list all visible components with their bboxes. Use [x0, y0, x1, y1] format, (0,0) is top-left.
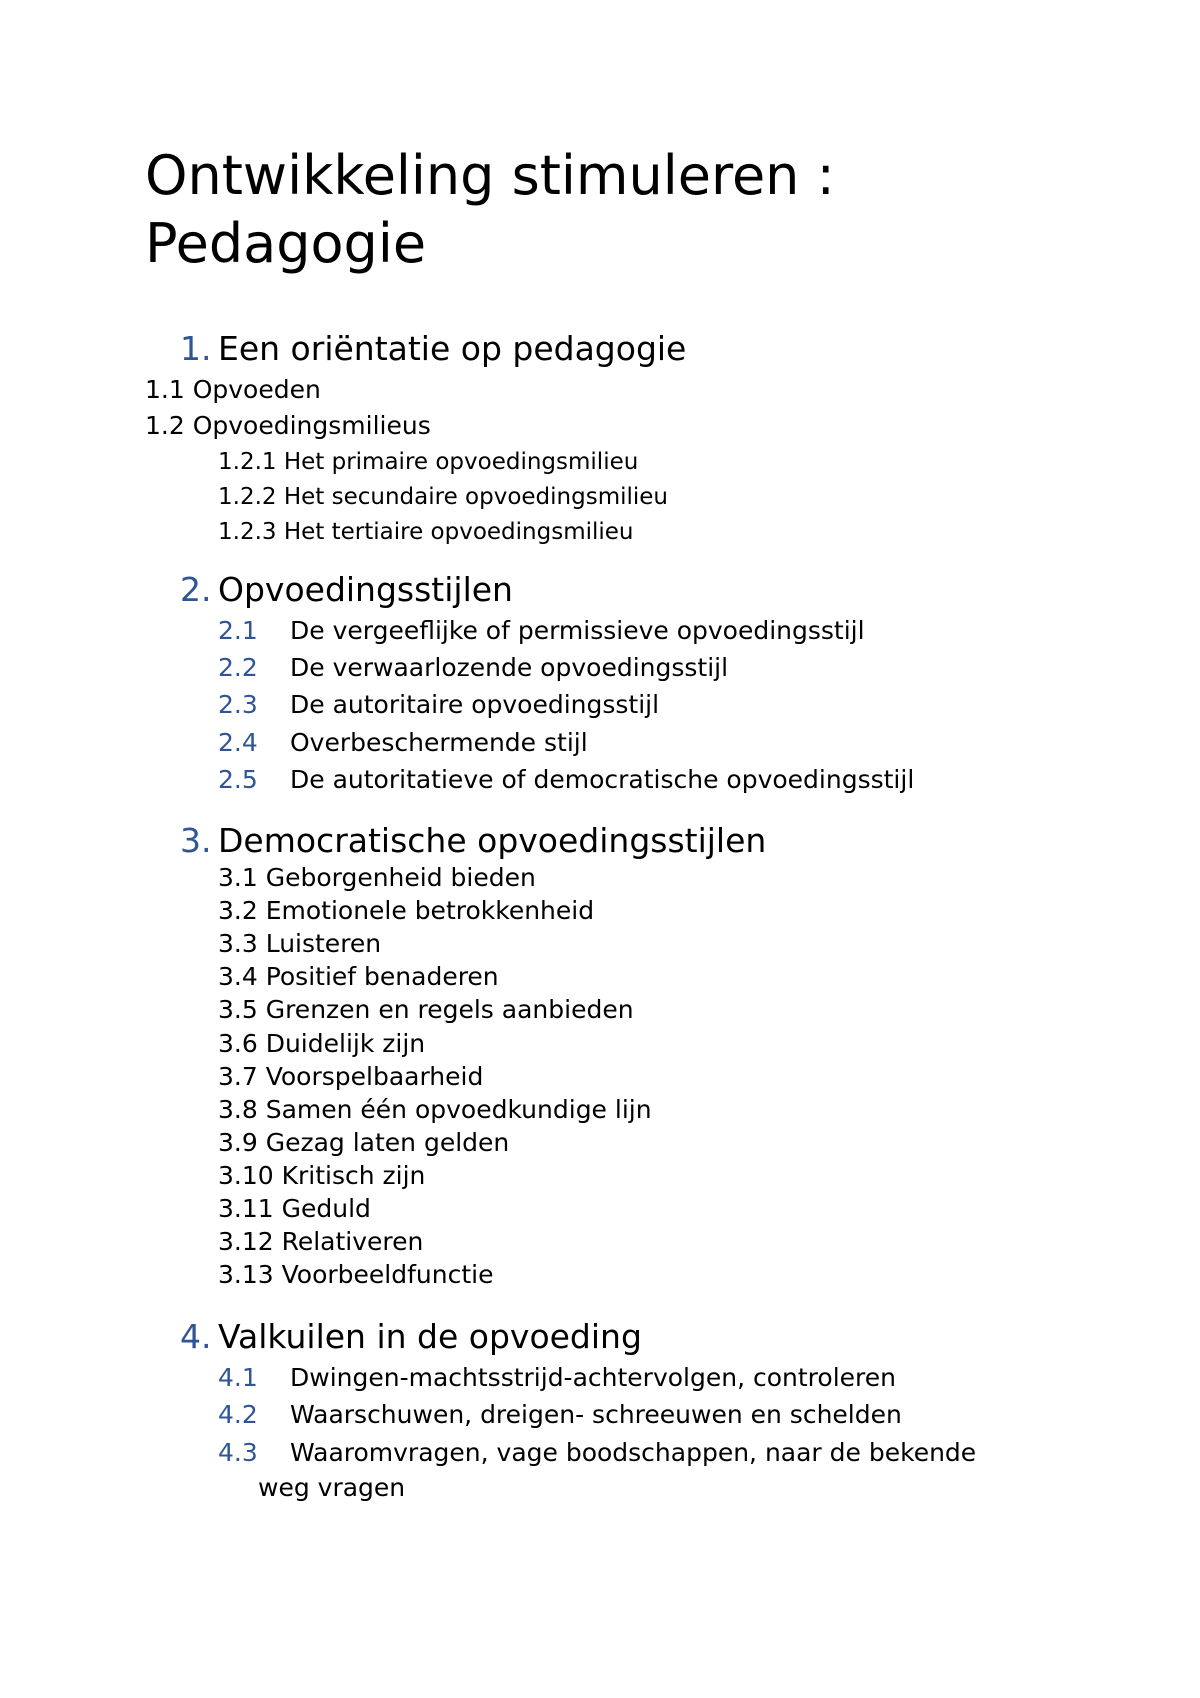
section-4-3 — [218, 1437, 976, 1469]
section-2-5 — [218, 764, 914, 796]
section-2-3 — [218, 689, 659, 721]
chapter-number: 1. — [180, 329, 212, 368]
section-title: Dwingen-machtsstrijd-achtervolgen, controleren — [290, 1363, 896, 1392]
section-number: 4.3 — [218, 1438, 258, 1467]
section-4-3-continuation: weg vragen — [258, 1473, 406, 1502]
section-3-7: 3.7 Voorspelbaarheid — [218, 1062, 484, 1091]
section-1-1: 1.1 Opvoeden — [145, 375, 321, 404]
chapter-number: 4. — [180, 1317, 212, 1356]
chapter-title: Opvoedingsstijlen — [218, 570, 513, 609]
subsection-1-2-1: 1.2.1 Het primaire opvoedingsmilieu — [218, 449, 639, 475]
section-number: 2.2 — [218, 653, 258, 682]
section-3-13: 3.13 Voorbeeldfunctie — [218, 1260, 494, 1289]
section-4-2 — [218, 1399, 902, 1431]
section-3-6: 3.6 Duidelijk zijn — [218, 1029, 426, 1058]
section-3-1: 3.1 Geborgenheid bieden — [218, 863, 536, 892]
section-number: 2.3 — [218, 690, 258, 719]
section-title: De autoritaire opvoedingsstijl — [290, 690, 660, 719]
section-3-2: 3.2 Emotionele betrokkenheid — [218, 896, 595, 925]
section-2-2 — [218, 652, 728, 684]
section-title: De vergeeflijke of permissieve opvoedingsstijl — [290, 616, 865, 645]
title-line-2: Pedagogie — [145, 212, 427, 275]
section-number: 2.1 — [218, 616, 258, 645]
subsection-1-2-2: 1.2.2 Het secundaire opvoedingsmilieu — [218, 484, 668, 510]
section-2-1 — [218, 615, 865, 647]
section-number: 2.5 — [218, 765, 258, 794]
section-title: De autoritatieve of democratische opvoedingsstijl — [290, 765, 915, 794]
section-4-1 — [218, 1362, 896, 1394]
document-title — [145, 142, 1105, 278]
section-1-2: 1.2 Opvoedingsmilieus — [145, 411, 431, 440]
section-3-9: 3.9 Gezag laten gelden — [218, 1128, 510, 1157]
subsection-1-2-3: 1.2.3 Het tertiaire opvoedingsmilieu — [218, 519, 634, 545]
section-3-8: 3.8 Samen één opvoedkundige lijn — [218, 1095, 652, 1124]
section-title: Overbeschermende stijl — [290, 728, 588, 757]
section-number: 4.2 — [218, 1400, 258, 1429]
section-2-4 — [218, 727, 588, 759]
section-3-4: 3.4 Positief benaderen — [218, 962, 499, 991]
section-3-11: 3.11 Geduld — [218, 1194, 371, 1223]
section-3-5: 3.5 Grenzen en regels aanbieden — [218, 995, 634, 1024]
chapter-number: 3. — [180, 821, 212, 860]
section-title: Waaromvragen, vage boodschappen, naar de bekende — [290, 1438, 977, 1467]
section-3-3: 3.3 Luisteren — [218, 929, 382, 958]
section-title: Waarschuwen, dreigen- schreeuwen en schelden — [290, 1400, 902, 1429]
chapter-title: Democratische opvoedingsstijlen — [218, 821, 767, 860]
section-3-12: 3.12 Relativeren — [218, 1227, 424, 1256]
section-number: 2.4 — [218, 728, 258, 757]
section-title: De verwaarlozende opvoedingsstijl — [290, 653, 729, 682]
title-line-1: Ontwikkeling stimuleren : — [145, 144, 835, 207]
section-3-10: 3.10 Kritisch zijn — [218, 1161, 426, 1190]
section-number: 4.1 — [218, 1363, 258, 1392]
chapter-title: Valkuilen in de opvoeding — [218, 1317, 642, 1356]
chapter-title: Een oriëntatie op pedagogie — [218, 329, 687, 368]
chapter-number: 2. — [180, 570, 212, 609]
